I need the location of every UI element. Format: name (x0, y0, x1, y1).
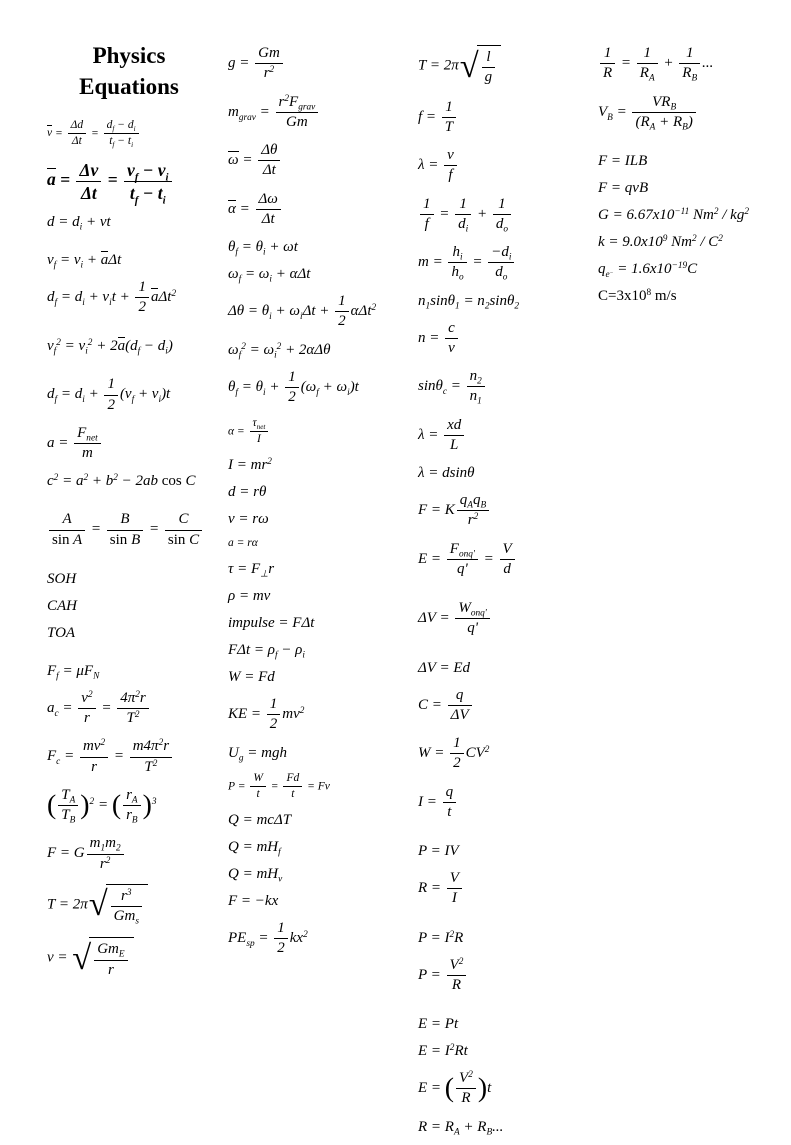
equation: $q_{e^-} = 1.6x10^{-19}C$ (598, 260, 698, 280)
equation: a = rα (228, 537, 258, 550)
equation: ΔV = Ed (418, 659, 470, 676)
equation: SOH (47, 570, 77, 587)
equation: d = rθ (228, 484, 267, 501)
equation: T = 2π √ $\frac{r^3}{Gm_s}$ (47, 883, 225, 928)
equation: $C=3x10^8$ m/s (598, 287, 677, 304)
column-kinematics-dynamics (47, 40, 225, 990)
equation: $Q = mH_f$ (228, 839, 281, 858)
equation: ΔV = $\frac{W_{onq'}}{q'}$ (418, 599, 594, 639)
equation: KE = $\frac{1}{2}$ $mv^2$ (228, 696, 305, 733)
equation: $\Delta\theta = \theta_i + \omega_i\Delta t$ + $\frac{1}{2}$ αΔt$^2$ (228, 293, 377, 330)
equation: sinθ$_c$ = $\frac{n_2}{n_1}$ (418, 367, 594, 407)
column-rotation-energy (228, 44, 410, 968)
equation: $I = mr^2$ (228, 457, 272, 474)
equation: E = Pt (418, 1016, 459, 1032)
equation: $Q = mH_v$ (228, 866, 283, 885)
equation: P = IV (418, 843, 459, 859)
equation: $R = R_A + R_B$... (418, 1118, 504, 1138)
equation: E = ( $\frac{V^2}{R}$ )t (418, 1069, 492, 1107)
column-circuits-constants (598, 44, 788, 314)
column-waves-electricity (418, 44, 594, 1145)
equation: $\frac{1}{R}$ = $\frac{1}{R_A}$ + $\frac{1}{R_B}$ ... (598, 44, 788, 84)
equation: F = qvB (598, 180, 649, 196)
equation: $\omega_f = \omega_i + \alpha\Delta t$ (228, 266, 311, 285)
equation: $F_f = \mu F_N$ (47, 662, 100, 682)
equation: ω = $\frac{\Delta\theta}{\Delta t}$ (228, 141, 410, 181)
equation: $\theta_f = \theta_i$ + $\frac{1}{2}$ $(\omega_f + \omega_i)t$ (228, 368, 359, 405)
equation: TOA (47, 624, 76, 641)
equation: F = G $\frac{m_1m_2}{r^2}$ (47, 834, 225, 874)
equation: CAH (47, 597, 77, 614)
equation: E = $\frac{F_{onq'}}{q'}$ = $\frac{V}{d}$ (418, 540, 594, 580)
equation: P = $\frac{V^2}{R}$ (418, 956, 594, 996)
equation: $n_1\sin\theta_1 = n_2\sin\theta_2$ (418, 292, 519, 312)
equation: a = $\frac{\Delta v}{\Delta t}$ = $\frac{v_f - v_i}{t_f - t_i}$ (47, 159, 225, 204)
equation: n = $\frac{c}{v}$ (418, 319, 594, 359)
equation: λ = $\frac{v}{f}$ (418, 146, 594, 186)
equation: P = $\frac{W}{t}$ = $\frac{Fd}{t}$ = Fv (228, 771, 330, 800)
equation: g = $\frac{Gm}{r^2}$ (228, 44, 410, 84)
equation: α = $\frac{\tau_{net}}{I}$ (228, 416, 410, 447)
equation: $d_f = d_i$ + $\frac{1}{2}$ $(v_f + v_i)t$ (47, 376, 171, 413)
equation: a = $\frac{F_{net}}{m}$ (47, 424, 225, 464)
equation: $E = I^2Rt$ (418, 1042, 468, 1059)
equation: $\frac{A}{\text{sin A}}$ = $\frac{B}{\text{sin B}}$ = $\frac{C}{\text{sin C}}$ (47, 510, 225, 550)
equation: T = 2π √ $\frac{l}{g}$ (418, 44, 594, 89)
equation: m = $\frac{h_i}{h_o}$ = $\frac{-d_i}{d_o}$ (418, 243, 594, 283)
page-title: Physics Equations (79, 43, 179, 100)
equation-list-3 (418, 44, 594, 1136)
equation: Q = mcΔT (228, 812, 292, 829)
equation: v = rω (228, 511, 269, 528)
equation: f = $\frac{1}{T}$ (418, 98, 594, 138)
equation: $m_{grav}$ = $\frac{r^2F_{grav}}{Gm}$ (228, 93, 410, 133)
equation: $c^2 = a^2 + b^2 - 2ab$ cos C (47, 473, 196, 490)
equation: $k = 9.0x10^9$ $Nm^2 / C^2$ (598, 233, 723, 250)
equation: $P = I^2R$ (418, 929, 464, 946)
equation-list-1 (47, 118, 225, 981)
equation: $PE_{sp}$ = $\frac{1}{2}$ $kx^2$ (228, 920, 308, 957)
equation: $\theta_f = \theta_i + \omega t$ (228, 239, 298, 258)
equation: v = √ $\frac{Gm_E}{r}$ (47, 936, 225, 981)
equation: C = $\frac{q}{\Delta V}$ (418, 686, 594, 726)
equation: $d = d_i$ + vt (47, 213, 111, 233)
equation: v = $\frac{\Delta d}{\Delta t}$ = $\frac{d_f - d_i}{t_f - t_i}$ (47, 118, 225, 149)
equation: $V_B$ = $\frac{VR_B}{(R_A + R_B)}$ (598, 93, 788, 133)
equation: $F_c$ = $\frac{mv^2}{r}$ = $\frac{m4\pi^2r}{T^2}$ (47, 737, 225, 777)
equation: F = ILB (598, 153, 648, 169)
equation-list-4 (598, 44, 788, 305)
equation: $a_c$ = $\frac{v^2}{r}$ = $\frac{4\pi^2r}{T^2}$ (47, 689, 225, 729)
equation: ( $\frac{T_A}{T_B}$ )$^2$ = ( $\frac{r_A}{r_B}$ )$^3$ (47, 786, 157, 826)
equation: $U_g$ = mgh (228, 744, 287, 764)
equation: α = $\frac{\Delta\omega}{\Delta t}$ (228, 190, 410, 230)
equation: $d_f = d_i + v_it$ + $\frac{1}{2}$ aΔt$^2$ (47, 278, 177, 316)
equation: ρ = mv (228, 588, 271, 605)
equation-list-2 (228, 44, 410, 959)
equation: $G = 6.67x10^{-11}$ $Nm^2 / kg^2$ (598, 206, 749, 223)
equation: $\tau = F_\perp r$ (228, 561, 275, 580)
equation: W = $\frac{1}{2}$ $CV^2$ (418, 735, 490, 772)
equation: impulse = FΔt (228, 615, 315, 632)
equation: W = Fd (228, 669, 275, 686)
equation: λ = dsinθ (418, 465, 475, 481)
equation: I = $\frac{q}{t}$ (418, 783, 594, 823)
equation: $F\Delta t = \rho_f - \rho_i$ (228, 642, 305, 661)
equation: $v_f = v_i + a\Delta t$ (47, 251, 122, 271)
equation: F = K $\frac{q_Aq_B}{r^2}$ (418, 491, 594, 531)
equation: $v_f^2 = v_i^2 + 2a(d_f - d_i)$ (47, 338, 173, 357)
equation: R = $\frac{V}{I}$ (418, 869, 594, 909)
equation: λ = $\frac{xd}{L}$ (418, 416, 594, 456)
equation: $\omega_f^2 = \omega_i^2 + 2\alpha\Delta\theta$ (228, 341, 331, 361)
equation: F = −kx (228, 893, 279, 910)
equation: $\frac{1}{f}$ = $\frac{1}{d_i}$ + $\frac{1}{d_o}$ (418, 195, 594, 235)
